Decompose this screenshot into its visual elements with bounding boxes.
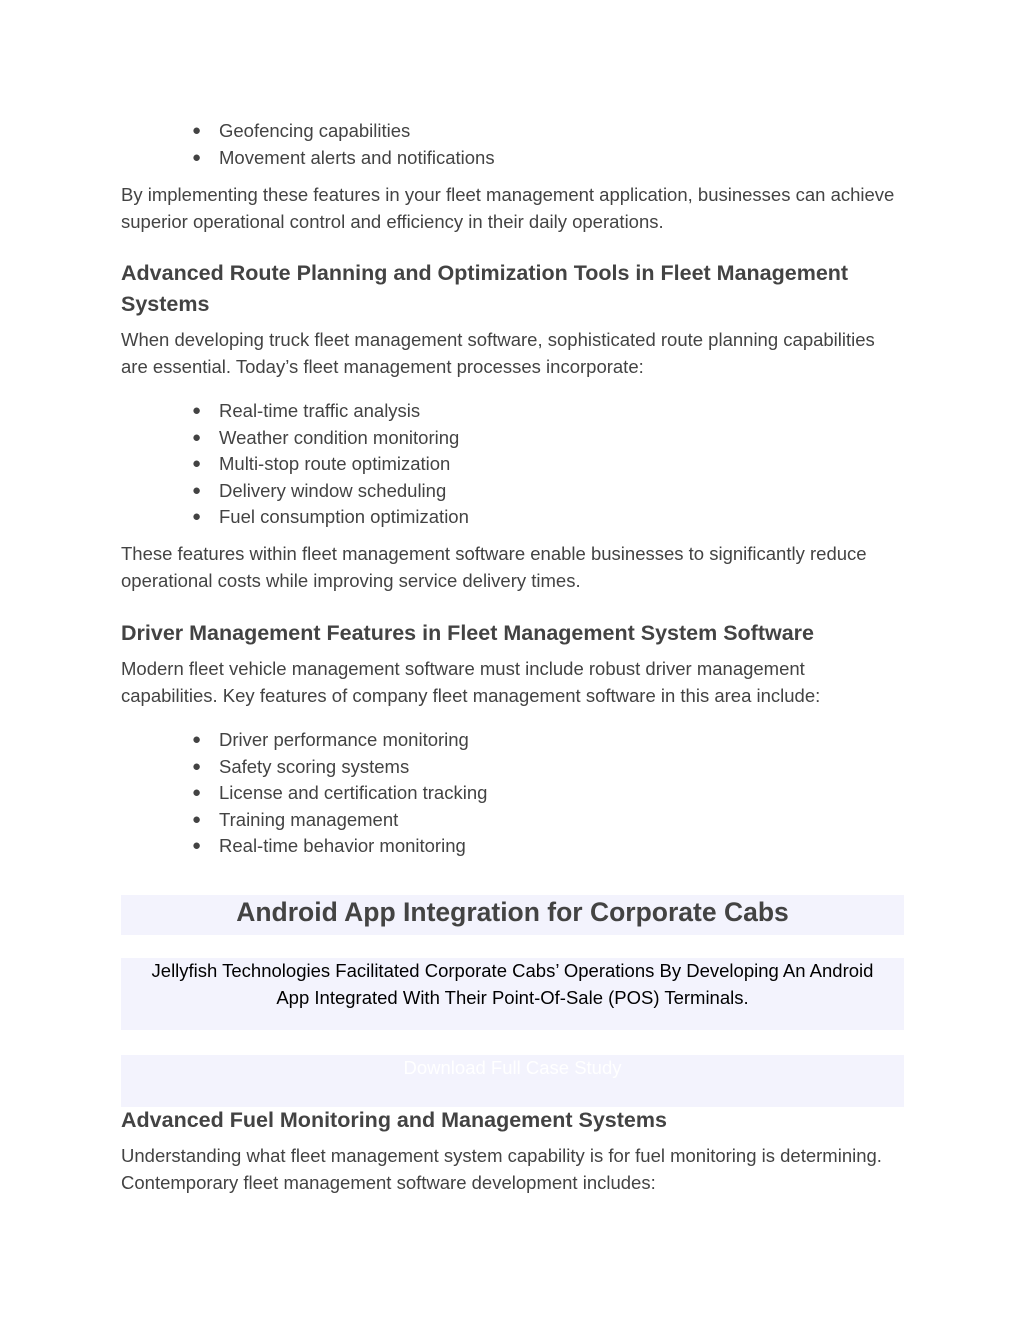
list-item — [190, 754, 890, 781]
bullet-icon: ● — [192, 481, 202, 499]
list-item-text: Real-time behavior monitoring — [219, 835, 466, 857]
paragraph-route-intro: When developing truck fleet management software, sophisticated route planning capabilities are essential. Today’s fleet management processes incorporate: — [121, 329, 875, 377]
case-study-description-box — [121, 958, 904, 1030]
list-item — [190, 780, 890, 807]
list-item — [190, 504, 890, 531]
heading-route-planning: Advanced Route Planning and Optimization Tools in Fleet Management Systems — [121, 261, 849, 316]
list-item — [190, 478, 890, 505]
bullet-icon: ● — [192, 148, 202, 166]
list-item-text: Multi-stop route optimization — [219, 453, 451, 475]
paragraph-route-outro: These features within fleet management software enable businesses to significantly reduce operational costs while improving service delivery times. — [121, 543, 867, 591]
bullet-icon: ● — [192, 428, 202, 446]
driver-feature-list — [190, 727, 890, 860]
case-study-title-box — [121, 895, 904, 935]
list-item — [190, 398, 890, 425]
list-item-text: Training management — [219, 808, 399, 830]
bullet-icon: ● — [192, 122, 202, 139]
case-study-description: Jellyfish Technologies Facilitated Corporate Cabs’ Operations By Developing An Android App Integrated With Their Point-Of-Sale (POS) Terminals. — [151, 960, 874, 1008]
paragraph-driver-intro: Modern fleet vehicle management software must include robust driver management capabilities. Key features of company fleet management software in this area include: — [121, 658, 821, 706]
bullet-icon: ● — [192, 731, 202, 748]
bullet-icon: ● — [192, 837, 202, 855]
heading-driver-management: Driver Management Features in Fleet Management System Software — [121, 621, 814, 645]
download-case-study-label: Download Full Case Study — [403, 1057, 622, 1078]
list-item — [190, 451, 890, 478]
list-item — [190, 833, 890, 860]
list-item — [190, 118, 890, 145]
list-item — [190, 727, 890, 754]
download-case-study-button[interactable] — [121, 1055, 904, 1107]
list-item-text: Geofencing capabilities — [219, 120, 411, 141]
bullet-icon: ● — [192, 757, 202, 775]
list-item-text: Movement alerts and notifications — [219, 146, 495, 168]
list-item-text: Real-time traffic analysis — [219, 400, 421, 421]
bullet-icon: ● — [192, 784, 202, 802]
case-study-title: Android App Integration for Corporate Cabs — [236, 897, 789, 927]
paragraph-fuel-intro: Understanding what fleet management system capability is for fuel monitoring is determining. Contemporary fleet management software development includes: — [121, 1145, 882, 1193]
list-item — [190, 425, 890, 452]
feature-list-top — [190, 118, 890, 171]
list-item — [190, 145, 890, 172]
bullet-icon: ● — [192, 455, 202, 473]
bullet-icon: ● — [192, 810, 202, 828]
bullet-icon: ● — [192, 402, 202, 419]
list-item-text: Safety scoring systems — [219, 755, 410, 777]
bullet-icon: ● — [192, 508, 202, 526]
list-item-text: Delivery window scheduling — [219, 479, 447, 501]
list-item-text: Driver performance monitoring — [219, 729, 469, 750]
list-item-text: License and certification tracking — [219, 782, 488, 804]
list-item-text: Fuel consumption optimization — [219, 506, 469, 528]
route-feature-list — [190, 398, 890, 531]
list-item-text: Weather condition monitoring — [219, 426, 460, 448]
heading-fuel-monitoring: Advanced Fuel Monitoring and Management Systems — [121, 1108, 667, 1132]
list-item — [190, 807, 890, 834]
paragraph-intro-close: By implementing these features in your fleet management application, businesses can achieve superior operational control and efficiency in their daily operations. — [121, 184, 895, 232]
